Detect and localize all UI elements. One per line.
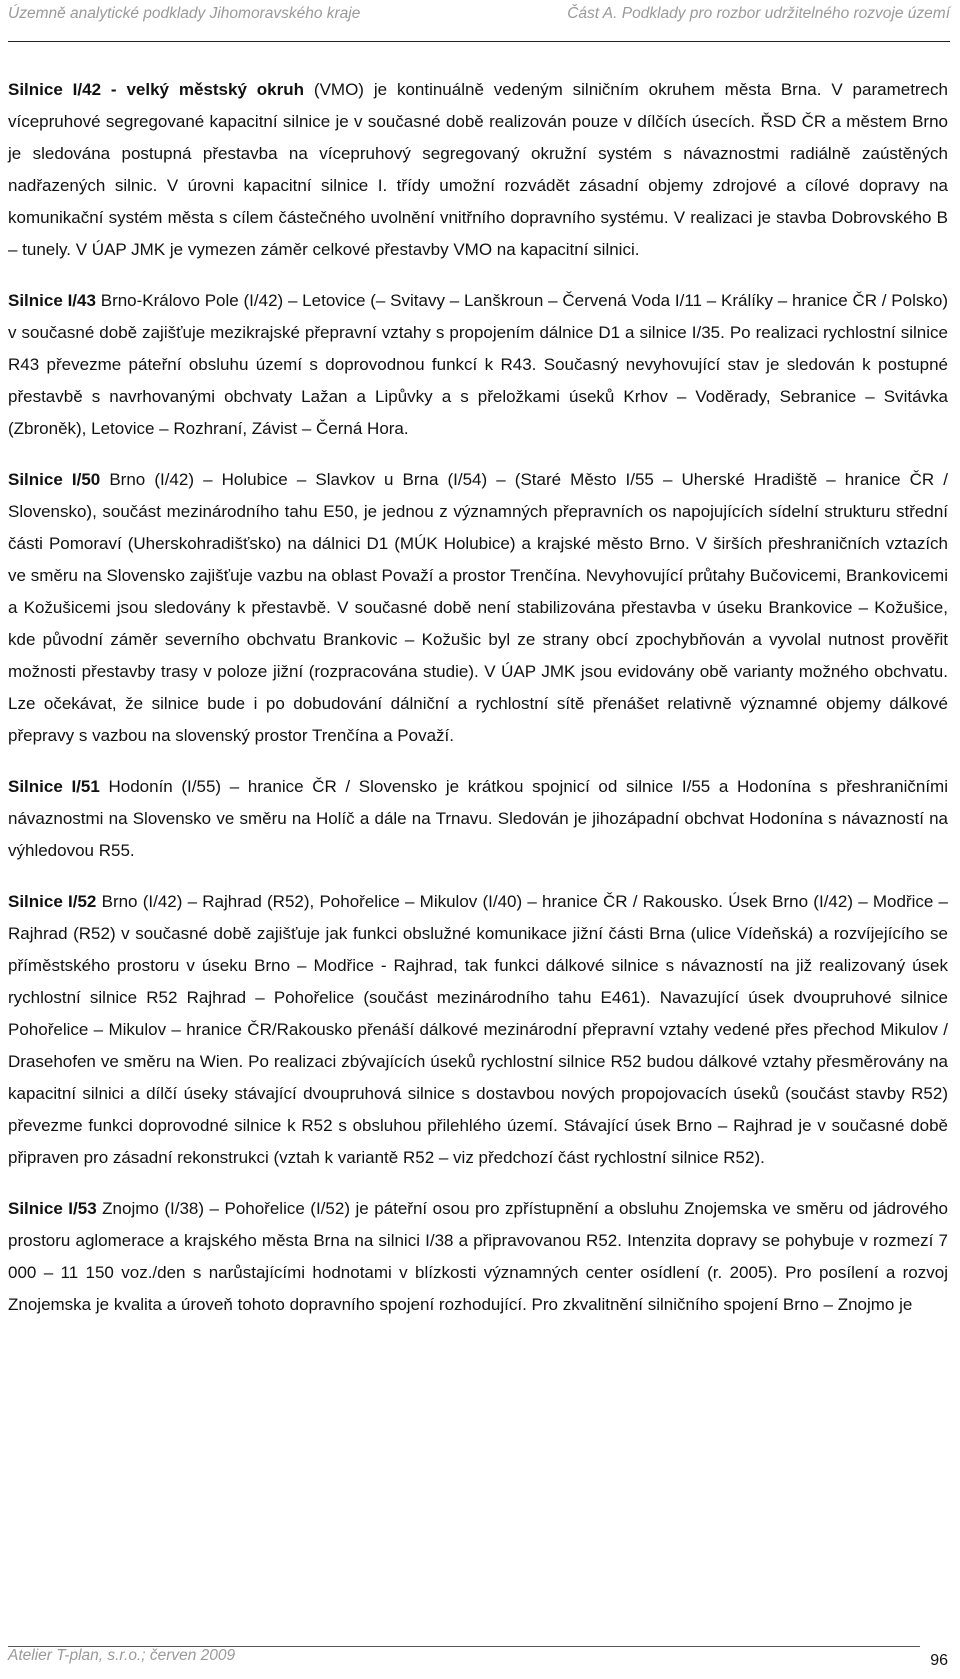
- paragraph-i50: [8, 464, 948, 752]
- road-number: 53: [77, 1199, 97, 1218]
- road-heading: Silnice I/: [8, 470, 82, 489]
- paragraph-text: (VMO) je kontinuálně vedeným silničním okruhem města Brna. V parametrech vícepruhové segregované kapacitní silnice je v současné době realizován pouze v dílčích úsecích. ŘSD ČR a městem Brno je sledována postupná přestavba na vícepruhový segregovaný okružní systém s návaznostmi radiálně zaústěných nadřazených silnic. V úrovni kapacitní silnice I. třídy umožní rozvádět zásadní objemy zdrojové a cílové dopravy na komunikační systém města s cílem částečného uvolnění vnitřního dopravního systému. V realizaci je stavba Dobrovského B – tunely. V ÚAP JMK je vymezen záměr celkové přestavby VMO na kapacitní silnici.: [8, 80, 948, 259]
- header-right-title: Část A. Podklady pro rozbor udržitelného rozvoje území: [567, 5, 950, 22]
- paragraph-i51: [8, 771, 948, 867]
- road-number: 51: [80, 777, 100, 796]
- road-number: 43: [77, 291, 96, 310]
- page-number: 96: [930, 1652, 948, 1669]
- page-header: [8, 0, 950, 42]
- paragraph-text: Brno-Královo Pole (I/42) – Letovice (– Svitavy – Lanškroun – Červená Voda I/11 – Králíky – hranice ČR / Polsko) v současné době zajišťuje mezikrajské přepravní vztahy s propojením dálnice D1 a silnice I/35. Po realizaci rychlostní silnice R43 převezme páteřní obsluhu území s doprovodnou funkcí k R43. Současný nevyhovující stav je sledován k postupné přestavbě s navrhovanými obchvaty Lažan a Lipůvky a s přeložkami úseků Krhov – Voděrady, Sebranice – Svitávka (Zbroněk), Letovice – Rozhraní, Závist – Černá Hora.: [8, 291, 948, 438]
- road-heading: Silnice I/: [8, 892, 78, 911]
- road-number: 50: [81, 470, 101, 489]
- road-number: 52: [77, 892, 97, 911]
- road-heading: Silnice I/42 - velký městský okruh: [8, 80, 305, 99]
- footer-credit: Atelier T-plan, s.r.o.; červen 2009: [8, 1647, 236, 1664]
- paragraph-i42: [8, 74, 948, 266]
- paragraph-text: Hodonín (I/55) – hranice ČR / Slovensko je krátkou spojnicí od silnice I/55 a Hodonína s přeshraničními návaznostmi na Slovensko ve směru na Holíč a dále na Trnavu. Sledován je jihozápadní obchvat Hodonína s návazností na výhledovou R55.: [8, 777, 948, 860]
- paragraph-text: Znojmo (I/38) – Pohořelice (I/52) je páteřní osou pro zpřístupnění a obsluhu Znojemska ve směru od jádrového prostoru aglomerace a krajského města Brna na silnici I/38 a připravovanou R52. Intenzita dopravy se pohybuje v rozmezí 7 000 – 11 150 voz./den s narůstajícími hodnotami v blízkosti významných center osídlení (r. 2005). Pro posílení a rozvoj Znojemska je kvalita a úroveň tohoto dopravního spojení rozhodující. Pro zkvalitnění silničního spojení Brno – Znojmo je: [8, 1199, 948, 1314]
- road-heading: Silnice I/: [8, 777, 81, 796]
- paragraph-i43: [8, 285, 948, 445]
- road-heading: Silnice I/: [8, 291, 78, 310]
- road-heading: Silnice I/: [8, 1199, 78, 1218]
- paragraph-i53: [8, 1193, 948, 1321]
- header-left-title: Územně analytické podklady Jihomoravského kraje: [8, 5, 361, 22]
- paragraph-text: Brno (I/42) – Holubice – Slavkov u Brna (I/54) – (Staré Město I/55 – Uherské Hradiště – hranice ČR / Slovensko), součást mezinárodního tahu E50, je jednou z významných přepravních os napojujících sídelní strukturu střední části Pomoraví (Uherskohradišťsko) na dálnici D1 (MÚK Holubice) a krajské město Brno. V širších přeshraničních vztazích ve směru na Slovensko zajišťuje vazbu na oblast Považí a prostor Trenčína. Nevyhovující průtahy Bučovicemi, Brankovicemi a Kožušicemi jsou sledovány k přestavbě. V současné době není stabilizována přestavba v úseku Brankovice – Kožušice, kde původní záměr severního obchvatu Brankovic – Kožušic byl ze strany obcí zpochybňován a vyvolal nutnost prověřit možnosti přestavby trasy v poloze jižní (rozpracována studie). V ÚAP JMK jsou evidovány obě varianty možného obchvatu. Lze očekávat, že silnice bude i po dobudování dálniční a rychlostní sítě přenášet relativně významné objemy dálkové přepravy s vazbou na slovenský prostor Trenčína a Považí.: [8, 470, 948, 745]
- document-body: [8, 74, 948, 1321]
- paragraph-text: Brno (I/42) – Rajhrad (R52), Pohořelice – Mikulov (I/40) – hranice ČR / Rakousko. Úsek Brno (I/42) – Modřice – Rajhrad (R52) v současné době zajišťuje jak funkci obslužné komunikace jižní části Brna (ulice Vídeňská) a rozvíjejícího se příměstského prostoru v úseku Brno – Modřice - Rajhrad, tak funkci dálkové silnice s návazností na již realizovaný úsek rychlostní silnice R52 Rajhrad – Pohořelice (součást mezinárodního tahu E461). Navazující úsek dvoupruhové silnice Pohořelice – Mikulov – hranice ČR/Rakousko přenáší dálkové mezinárodní přepravní vztahy vedené přes přechod Mikulov / Drasehofen ve směru na Wien. Po realizaci zbývajících úseků rychlostní silnice R52 budou dálkové vztahy přesměrovány na kapacitní silnici a dílčí úseky stávající dvoupruhová silnice s dostavbou nových propojovacích úseků (součást stavby R52) převezme funkci doprovodné silnice k R52 s obsluhou přilehlého území. Stávající úsek Brno – Rajhrad je v současné době připraven pro zásadní rekonstrukci (vztah k variantě R52 – viz předchozí část rychlostní silnice R52).: [8, 892, 948, 1167]
- paragraph-i52: [8, 886, 948, 1174]
